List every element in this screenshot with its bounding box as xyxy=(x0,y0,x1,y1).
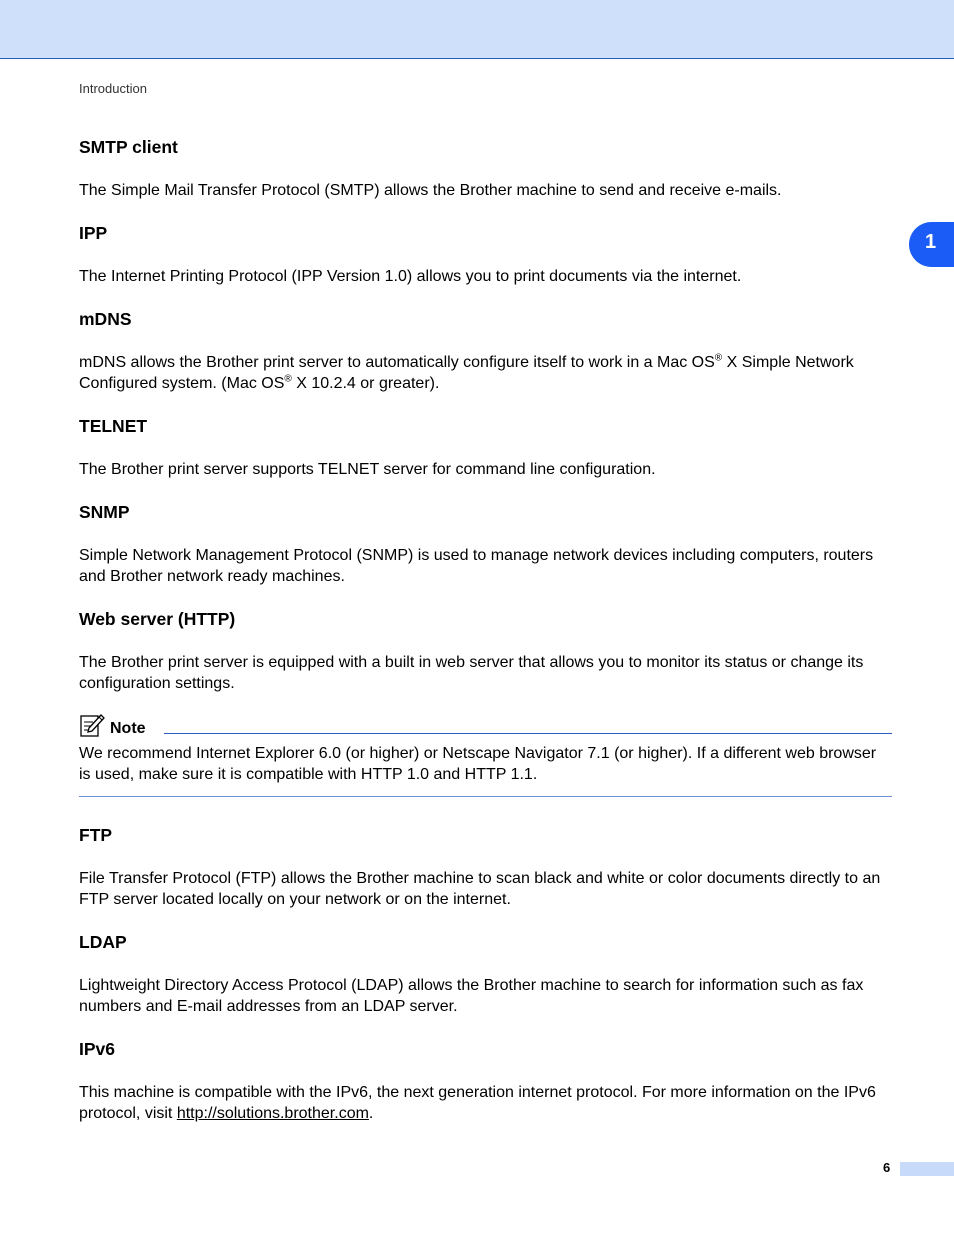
section-body-ftp: File Transfer Protocol (FTP) allows the Brother machine to scan black and white or color documents directly to an FTP server located locally on your network or on the internet. xyxy=(79,870,881,908)
section-heading-mdns: mDNS xyxy=(79,309,132,329)
section-heading-smtp: SMTP client xyxy=(79,137,178,157)
section-body-ipp: The Internet Printing Protocol (IPP Version 1.0) allows you to print documents via the internet. xyxy=(79,268,742,285)
page-number: 6 xyxy=(883,1160,891,1175)
chapter-tab xyxy=(909,222,954,267)
section-body-mdns xyxy=(79,352,892,394)
section-heading-ipv6: IPv6 xyxy=(79,1039,115,1059)
section-body-smtp: The Simple Mail Transfer Protocol (SMTP) allows the Brother machine to send and receive e-mails. xyxy=(79,182,782,199)
mdns-text-c: X 10.2.4 or greater). xyxy=(291,375,440,392)
header-band xyxy=(0,0,954,59)
note-pencil-icon xyxy=(79,713,105,739)
section-body-http: The Brother print server is equipped with a built in web server that allows you to monitor its status or change its configuration settings. xyxy=(79,654,864,692)
section-body-snmp: Simple Network Management Protocol (SNMP) is used to manage network devices including computers, routers and Brother network ready machines. xyxy=(79,547,874,585)
chapter-number: 1 xyxy=(925,231,937,253)
section-body-ipv6 xyxy=(79,1082,892,1124)
section-heading-http: Web server (HTTP) xyxy=(79,609,236,629)
section-heading-ldap: LDAP xyxy=(79,932,127,952)
section-body-telnet: The Brother print server supports TELNET server for command line configuration. xyxy=(79,461,656,478)
section-heading-telnet: TELNET xyxy=(79,416,148,436)
brother-solutions-link[interactable]: http://solutions.brother.com xyxy=(176,1105,369,1122)
footer-bar xyxy=(900,1162,954,1176)
main-content xyxy=(79,136,892,1145)
note-divider xyxy=(164,733,892,734)
section-heading-ipp: IPP xyxy=(79,223,108,243)
registered-mark: ® xyxy=(284,373,292,385)
ipv6-text: This machine is compatible with the IPv6, the next generation internet protocol. For more information on the IPv6 protocol, visit xyxy=(79,1084,876,1122)
section-heading-ftp: FTP xyxy=(79,825,113,845)
section-heading-snmp: SNMP xyxy=(79,502,130,522)
registered-mark: ® xyxy=(714,352,723,364)
section-body-ldap: Lightweight Directory Access Protocol (LDAP) allows the Brother machine to search for information such as fax numbers and E-mail addresses from an LDAP server. xyxy=(79,977,864,1015)
note-header xyxy=(79,715,892,741)
note-box xyxy=(79,715,892,797)
mdns-text-a: mDNS allows the Brother print server to automatically configure itself to work in a Mac OS xyxy=(79,354,715,371)
mdns-text-b: X Simple Network Configured system. (Mac OS xyxy=(79,354,854,392)
ipv6-period: . xyxy=(368,1105,374,1122)
note-label: Note xyxy=(110,720,146,737)
note-text: We recommend Internet Explorer 6.0 (or higher) or Netscape Navigator 7.1 (or higher). If a different web browser is used, make sure it is compatible with HTTP 1.0 and HTTP 1.1. xyxy=(79,743,892,797)
running-header: Introduction xyxy=(79,81,147,96)
